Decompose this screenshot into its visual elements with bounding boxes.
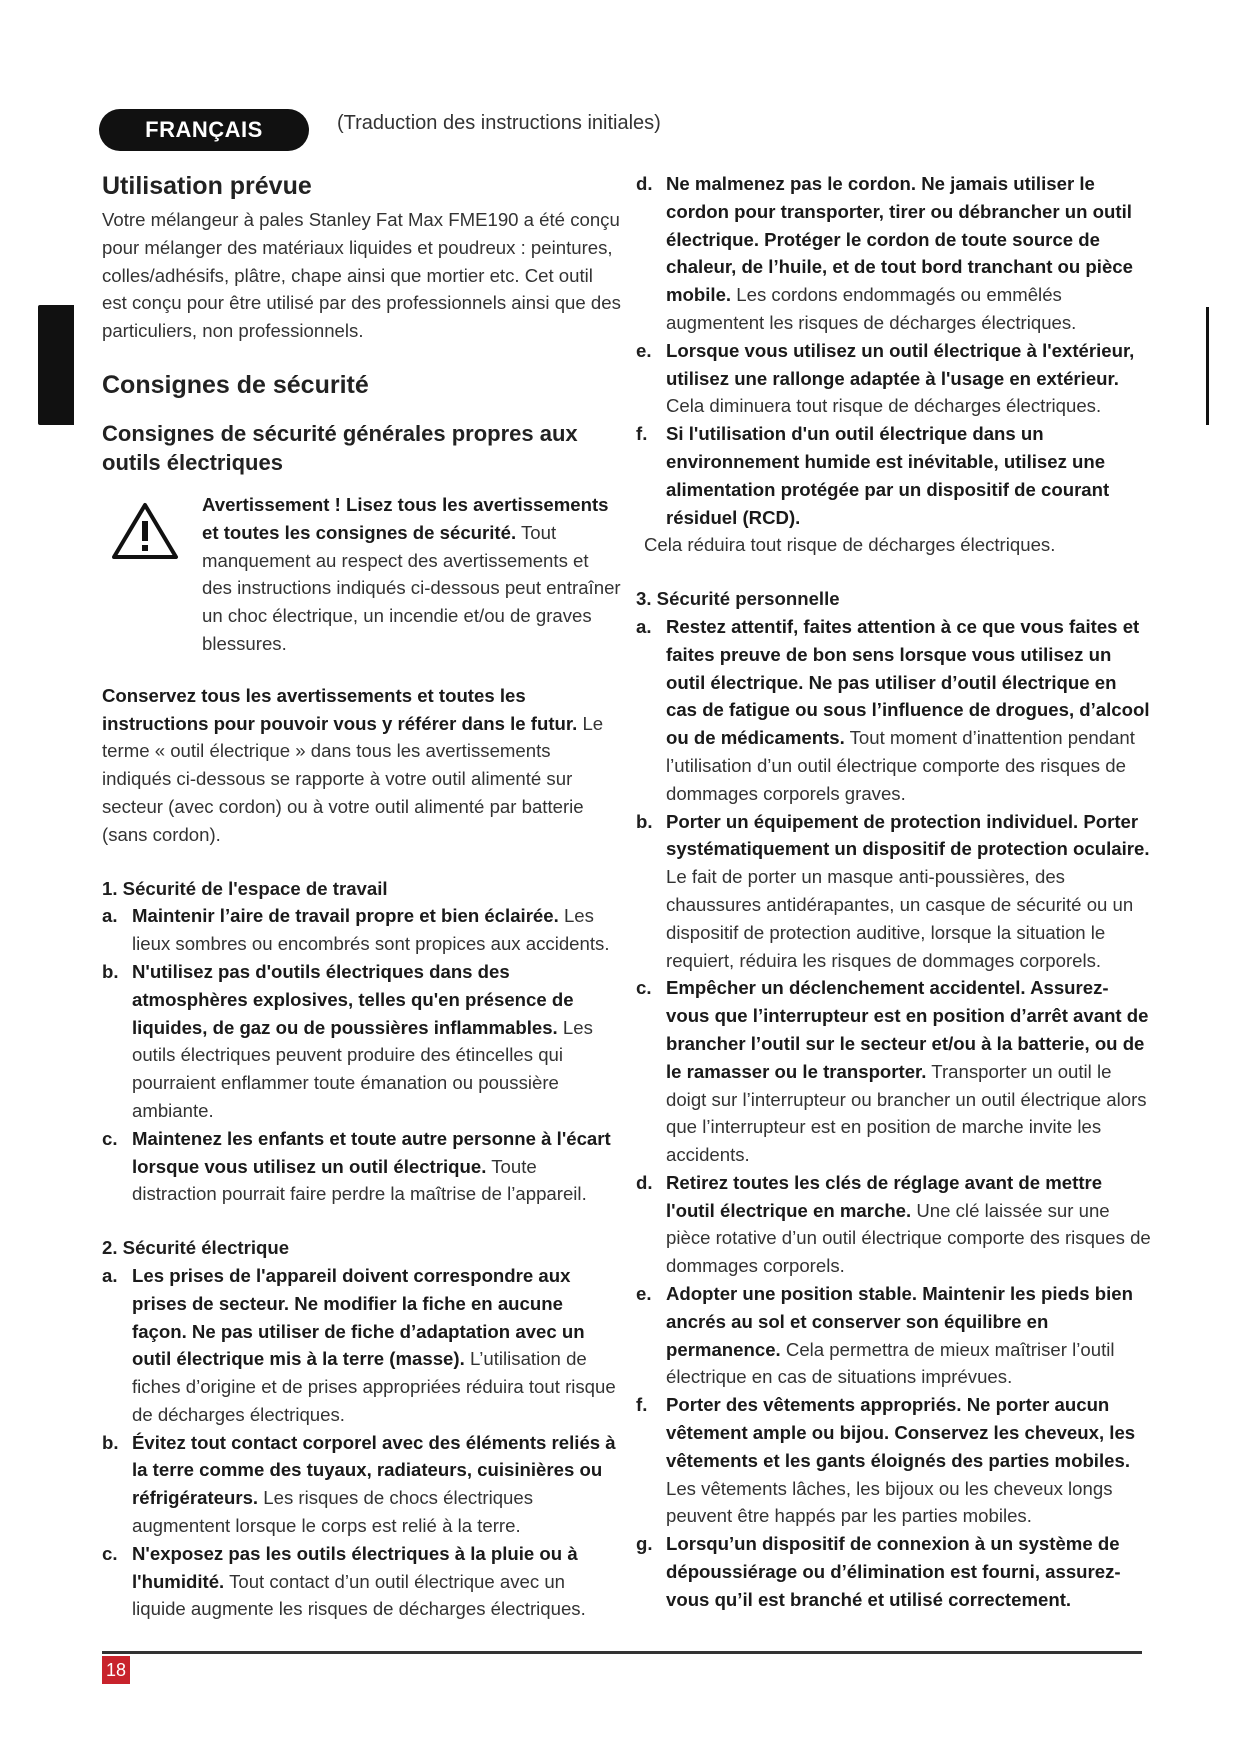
keep-instructions-text: Le terme « outil électrique » dans tous les avertissements indiqués ci-dessous se rapporte à votre outil alimenté sur secteur (avec cordon) ou à votre outil alimenté par batterie (sans cordon). bbox=[102, 712, 604, 845]
keep-instructions-bold: Conservez tous les avertissements et toutes les instructions pour pouvoir vous y référer dans le futur. bbox=[102, 684, 578, 734]
list-item: f. Porter des vêtements appropriés. Ne porter aucun vêtement ample ou bijou. Conservez les cheveux, les vêtements et les gants éloignés des parties mobiles. Les vêtements lâches, les bijoux ou les cheveux longs peuvent être happés par les parties mobiles. bbox=[636, 1394, 1136, 1527]
workspace-safety-title: 1. Sécurité de l'espace de travail bbox=[102, 877, 388, 899]
personal-safety-title: 3. Sécurité personnelle bbox=[636, 588, 840, 610]
list-item: e. Lorsque vous utilisez un outil électrique à l'extérieur, utilisez une rallonge adaptée à l'usage en extérieur. Cela diminuera tout risque de décharges électriques. bbox=[636, 339, 1135, 417]
warning-block bbox=[102, 491, 622, 658]
page-number: 18 bbox=[102, 1656, 130, 1684]
safety-title: Consignes de sécurité bbox=[102, 370, 369, 399]
left-column bbox=[102, 170, 622, 1623]
warning-triangle-icon bbox=[110, 501, 180, 561]
section-tab-marker bbox=[38, 305, 74, 425]
electrical-safety-title: 2. Sécurité électrique bbox=[102, 1237, 290, 1259]
translation-note: (Traduction des instructions initiales) bbox=[337, 112, 661, 134]
list-item: f. Si l'utilisation d'un outil électrique dans un environnement humide est inévitable, utilisez une alimentation protégée par un dispositif de courant résiduel (RCD). bbox=[636, 423, 1110, 528]
list-item: c. Maintenez les enfants et toute autre personne à l'écart lorsque vous utilisez un outil électrique. Toute distraction pourrait faire perdre la maîtrise de l’appareil. bbox=[102, 1127, 611, 1205]
list-item: a. Maintenir l’aire de travail propre et bien éclairée. Les lieux sombres ou encombrés sont propices aux accidents. bbox=[102, 905, 610, 955]
list-item: b. N'utilisez pas d'outils électriques dans des atmosphères explosives, telles qu'en présence de liquides, de gaz ou de poussières inflammables. Les outils électriques peuvent produire des étincelles qui pourraient enflammer toute émanation ou poussière ambiante. bbox=[102, 960, 593, 1121]
rcd-note: Cela réduira tout risque de décharges électriques. bbox=[644, 534, 1056, 556]
list-item: a. Restez attentif, faites attention à ce que vous faites et faites preuve de bon sens lorsque vous utilisez un outil électrique. Ne pas utiliser d’outil électrique en cas de fatigue ou sous l’influence de drogues, d’alcool ou de médicaments. Tout moment d’inattention pendant l’utilisation d’un outil électrique comporte des risques de dommages corporels graves. bbox=[636, 615, 1150, 804]
general-safety-title: Consignes de sécurité générales propres aux outils électriques bbox=[102, 420, 578, 475]
language-badge: FRANÇAIS bbox=[99, 109, 309, 151]
warning-text: Tout manquement au respect des avertissements et des instructions indiqués ci-dessous peut entraîner un choc électrique, un incendie et/ou de graves blessures. bbox=[202, 521, 621, 654]
right-column bbox=[636, 170, 1151, 1614]
list-item: g. Lorsqu’un dispositif de connexion à un système de dépoussiérage ou d’élimination est fourni, assurez-vous qu’il est branché et utilisé correctement. bbox=[636, 1533, 1121, 1610]
list-item: b. Évitez tout contact corporel avec des éléments reliés à la terre comme des tuyaux, radiateurs, cuisinières ou réfrigérateurs. Les risques de chocs électriques augmentent lorsque le corps est relié à la terre. bbox=[102, 1431, 616, 1537]
list-item: a. Les prises de l'appareil doivent correspondre aux prises de secteur. Ne modifier la fiche en aucune façon. Ne pas utiliser de fiche d’adaptation avec un outil électrique mis à la terre (masse). L’utilisation de fiches d’origine et de prises appropriées réduira tout risque de décharges électriques. bbox=[102, 1264, 616, 1425]
list-item: b. Porter un équipement de protection individuel. Porter systématiquement un dispositif de protection oculaire. Le fait de porter un masque anti-poussières, des chaussures antidérapantes, un casque de sécurité ou un dispositif de protection auditive, lorsque la situation le requiert, réduira les risques de dommages corporels. bbox=[636, 810, 1150, 971]
list-item: c. N'exposez pas les outils électriques à la pluie ou à l'humidité. Tout contact d’un outil électrique avec un liquide augmente les risques de décharges électriques. bbox=[102, 1542, 586, 1620]
warning-bold: Avertissement ! Lisez tous les avertissements et toutes les consignes de sécurité. bbox=[202, 493, 609, 543]
usage-title: Utilisation prévue bbox=[102, 172, 312, 200]
list-item: d. Retirez toutes les clés de réglage avant de mettre l'outil électrique en marche. Une clé laissée sur une pièce rotative d’un outil électrique comporte des risques de dommages corporels. bbox=[636, 1171, 1151, 1277]
list-item: d. Ne malmenez pas le cordon. Ne jamais utiliser le cordon pour transporter, tirer ou débrancher un outil électrique. Protéger le cordon de toute source de chaleur, de l’huile, et de tout bord tranchant ou pièce mobile. Les cordons endommagés ou emmêlés augmentent les risques de décharges électriques. bbox=[636, 173, 1133, 333]
list-item: c. Empêcher un déclenchement accidentel. Assurez-vous que l’interrupteur est en position d’arrêt avant de brancher l’outil sur le secteur et/ou à la batterie, ou de le ramasser ou le transporter. Transporter un outil le doigt sur l’interrupteur ou brancher un outil électrique alors que l’interrupteur est en position de marche invite les accidents. bbox=[636, 977, 1149, 1166]
list-item: e. Adopter une position stable. Maintenir les pieds bien ancrés au sol et conserver son équilibre en permanence. Cela permettra de mieux maîtriser l’outil électrique en cas de situations imprévues. bbox=[636, 1283, 1133, 1388]
side-rule bbox=[1206, 307, 1209, 425]
usage-text: Votre mélangeur à pales Stanley Fat Max FME190 a été conçu pour mélanger des matériaux liquides et poudreux : peintures, colles/adhésifs, plâtre, chape ainsi que mortier etc. Cet outil est conçu pour être utilisé par des professionnels ainsi que des particuliers, non professionnels. bbox=[102, 209, 621, 342]
footer-rule bbox=[102, 1651, 1142, 1654]
